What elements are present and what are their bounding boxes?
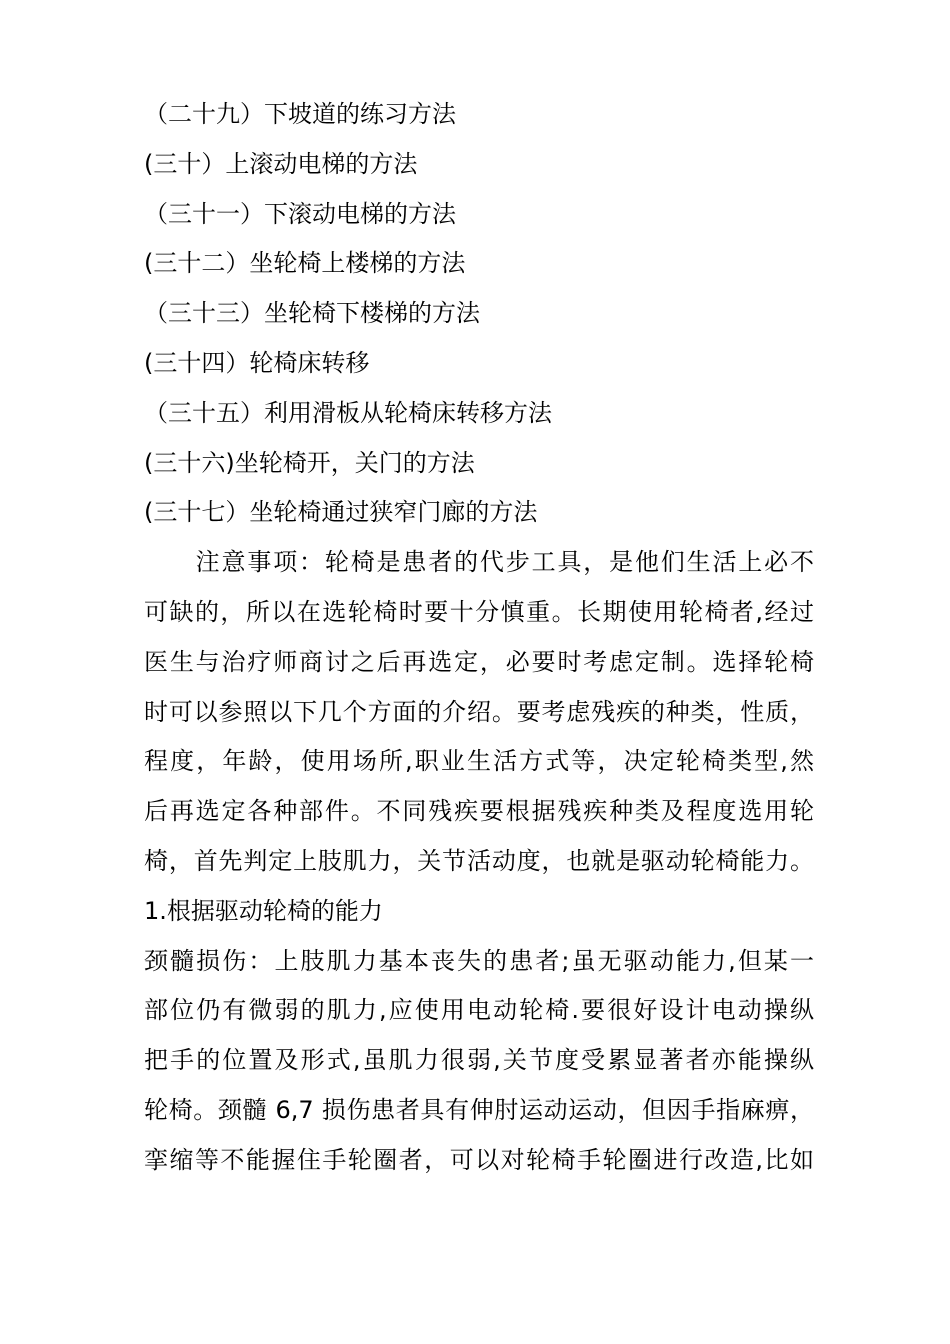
heading-item-36: (三十六)坐轮椅开，关门的方法: [144, 448, 475, 477]
paragraph-line: 挛缩等不能握住手轮圈者，可以对轮椅手轮圈进行改造,比如: [144, 1145, 814, 1174]
paragraph-line: 医生与治疗师商讨之后再选定，必要时考虑定制。选择轮椅: [144, 647, 814, 676]
paragraph-line: 轮椅。颈髓 6,7 损伤患者具有伸肘运动运动，但因手指麻痹，: [144, 1095, 814, 1124]
paragraph-line: 时可以参照以下几个方面的介绍。要考虑残疾的种类，性质，: [144, 697, 814, 726]
paragraph-line: 椅，首先判定上肢肌力，关节活动度，也就是驱动轮椅能力。: [144, 846, 814, 875]
heading-item-33: （三十三）坐轮椅下楼梯的方法: [144, 299, 480, 328]
heading-item-30: (三十）上滚动电梯的方法: [144, 149, 418, 178]
paragraph-line: 可缺的，所以在选轮椅时要十分慎重。长期使用轮椅者,经过: [144, 597, 814, 626]
heading-item-34: (三十四）轮椅床转移: [144, 348, 370, 377]
paragraph-line: 注意事项：轮椅是患者的代步工具，是他们生活上必不: [144, 548, 814, 577]
paragraph-line: 颈髓损伤：上肢肌力基本丧失的患者;虽无驱动能力,但某一: [144, 946, 814, 975]
section-heading: 1.根据驱动轮椅的能力: [144, 896, 383, 925]
paragraph-line: 把手的位置及形式,虽肌力很弱,关节度受累显著者亦能操纵: [144, 1046, 814, 1075]
heading-item-37: (三十七）坐轮椅通过狭窄门廊的方法: [144, 498, 538, 527]
document-body: [144, 90, 814, 1186]
paragraph-line: 程度，年龄，使用场所,职业生活方式等，决定轮椅类型,然: [144, 747, 814, 776]
paragraph-line: 部位仍有微弱的肌力,应使用电动轮椅.要很好设计电动操纵: [144, 996, 814, 1025]
heading-item-35: （三十五）利用滑板从轮椅床转移方法: [144, 398, 552, 427]
heading-item-31: （三十一）下滚动电梯的方法: [144, 199, 456, 228]
paragraph-line: 后再选定各种部件。不同残疾要根据残疾种类及程度选用轮: [144, 797, 814, 826]
heading-item-32: (三十二）坐轮椅上楼梯的方法: [144, 249, 466, 278]
heading-item-29: （二十九）下坡道的练习方法: [144, 100, 456, 128]
